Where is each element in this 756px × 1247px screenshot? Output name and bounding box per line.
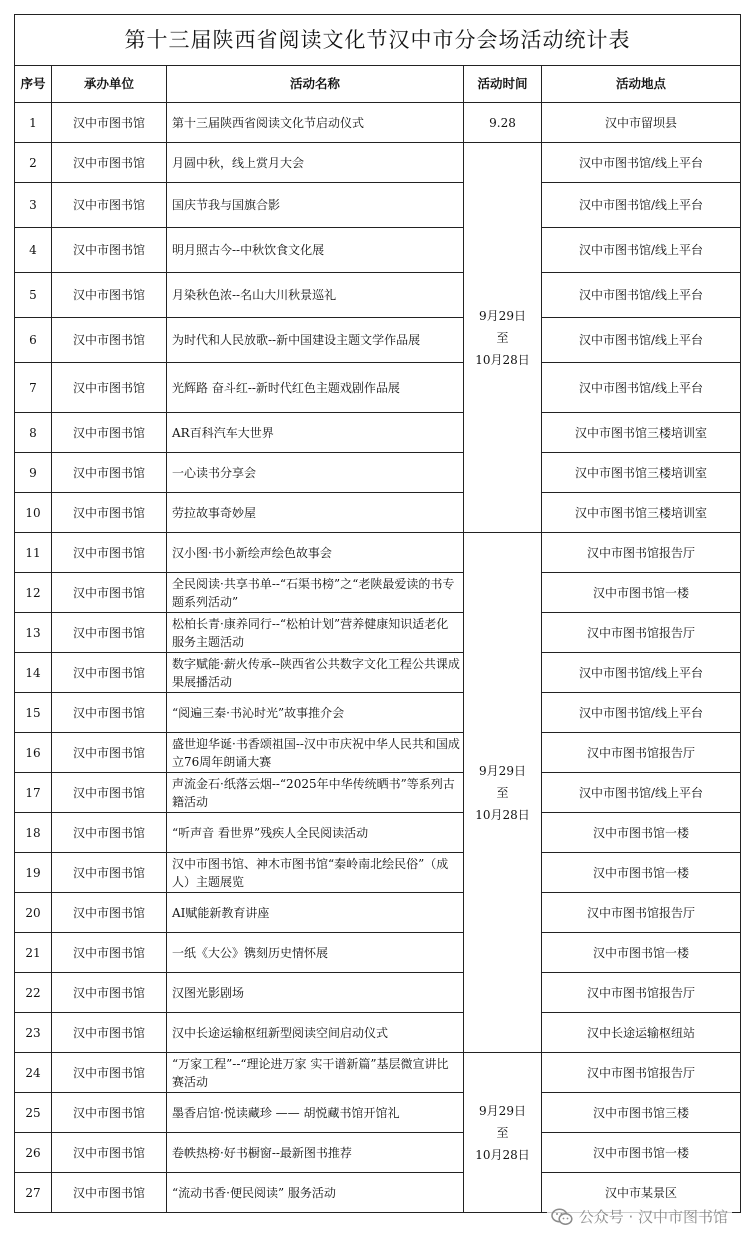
row-place: 汉中市某景区 — [542, 1173, 741, 1213]
row-place: 汉中市图书馆报告厅 — [542, 893, 741, 933]
date-range-cell — [464, 143, 542, 533]
wechat-icon — [551, 1208, 573, 1226]
row-time: 9.28 — [464, 103, 542, 143]
header-no: 序号 — [15, 66, 52, 103]
date-range-mid: 至 — [496, 330, 509, 345]
row-number: 19 — [15, 853, 52, 893]
row-place: 汉中市图书馆三楼培训室 — [542, 413, 741, 453]
table-row — [15, 228, 741, 273]
row-place: 汉中市图书馆报告厅 — [542, 973, 741, 1013]
date-range-to: 10月28日 — [475, 807, 530, 822]
row-place: 汉中市图书馆一楼 — [542, 573, 741, 613]
row-place: 汉中市图书馆三楼培训室 — [542, 453, 741, 493]
row-organizer: 汉中市图书馆 — [52, 183, 167, 228]
row-organizer: 汉中市图书馆 — [52, 773, 167, 813]
date-range-from: 9月29日 — [479, 1103, 526, 1118]
wechat-watermark — [547, 1204, 732, 1229]
row-organizer: 汉中市图书馆 — [52, 273, 167, 318]
row-number: 18 — [15, 813, 52, 853]
row-number: 3 — [15, 183, 52, 228]
table-row — [15, 813, 741, 853]
row-number: 27 — [15, 1173, 52, 1213]
table-row — [15, 143, 741, 183]
row-activity-name: 汉中长途运输枢纽新型阅读空间启动仪式 — [167, 1013, 464, 1053]
row-place: 汉中市图书馆一楼 — [542, 853, 741, 893]
table-row — [15, 893, 741, 933]
row-organizer: 汉中市图书馆 — [52, 103, 167, 143]
row-place: 汉中市图书馆报告厅 — [542, 533, 741, 573]
row-activity-name: 盛世迎华诞·书香颂祖国--汉中市庆祝中华人民共和国成立76周年朗诵大赛 — [167, 733, 464, 773]
row-place: 汉中市图书馆一楼 — [542, 933, 741, 973]
row-number: 13 — [15, 613, 52, 653]
table-row — [15, 453, 741, 493]
row-number: 8 — [15, 413, 52, 453]
table-row — [15, 613, 741, 653]
row-organizer: 汉中市图书馆 — [52, 853, 167, 893]
table-row — [15, 973, 741, 1013]
date-range-from: 9月29日 — [479, 308, 526, 323]
row-activity-name: “阅遍三秦·书沁时光”故事推介会 — [167, 693, 464, 733]
row-activity-name: 第十三届陕西省阅读文化节启动仪式 — [167, 103, 464, 143]
row-number: 26 — [15, 1133, 52, 1173]
table-title: 第十三届陕西省阅读文化节汉中市分会场活动统计表 — [15, 15, 741, 66]
table-row — [15, 1013, 741, 1053]
row-activity-name: “万家工程”--“理论进万家 实干谱新篇”基层微宣讲比赛活动 — [167, 1053, 464, 1093]
row-organizer: 汉中市图书馆 — [52, 1133, 167, 1173]
row-place: 汉中长途运输枢纽站 — [542, 1013, 741, 1053]
date-range-to: 10月28日 — [475, 352, 530, 367]
date-range-to: 10月28日 — [475, 1147, 530, 1162]
table-row — [15, 853, 741, 893]
header-place: 活动地点 — [542, 66, 741, 103]
row-activity-name: 国庆节我与国旗合影 — [167, 183, 464, 228]
table-row — [15, 573, 741, 613]
row-place: 汉中市图书馆/线上平台 — [542, 143, 741, 183]
row-organizer: 汉中市图书馆 — [52, 143, 167, 183]
row-organizer: 汉中市图书馆 — [52, 893, 167, 933]
row-activity-name: 为时代和人民放歌--新中国建设主题文学作品展 — [167, 318, 464, 363]
row-organizer: 汉中市图书馆 — [52, 533, 167, 573]
row-organizer: 汉中市图书馆 — [52, 318, 167, 363]
row-organizer: 汉中市图书馆 — [52, 973, 167, 1013]
row-number: 5 — [15, 273, 52, 318]
row-activity-name: 墨香启馆·悦读藏珍 —— 胡悦藏书馆开馆礼 — [167, 1093, 464, 1133]
row-place: 汉中市图书馆报告厅 — [542, 733, 741, 773]
row-organizer: 汉中市图书馆 — [52, 813, 167, 853]
row-activity-name: 声流金石·纸落云烟--“2025年中华传统晒书”等系列古籍活动 — [167, 773, 464, 813]
row-place: 汉中市图书馆/线上平台 — [542, 693, 741, 733]
row-number: 16 — [15, 733, 52, 773]
activity-table — [14, 14, 741, 1213]
row-place: 汉中市图书馆/线上平台 — [542, 363, 741, 413]
table-row — [15, 318, 741, 363]
row-number: 25 — [15, 1093, 52, 1133]
header-name: 活动名称 — [167, 66, 464, 103]
row-activity-name: 月圆中秋，线上赏月大会 — [167, 143, 464, 183]
row-number: 22 — [15, 973, 52, 1013]
row-number: 10 — [15, 493, 52, 533]
row-number: 15 — [15, 693, 52, 733]
table-row — [15, 533, 741, 573]
row-organizer: 汉中市图书馆 — [52, 653, 167, 693]
row-activity-name: 汉小图·书小新绘声绘色故事会 — [167, 533, 464, 573]
table-row — [15, 363, 741, 413]
row-organizer: 汉中市图书馆 — [52, 363, 167, 413]
row-number: 9 — [15, 453, 52, 493]
row-activity-name: 全民阅读·共享书单--“石渠书榜”之“老陕最爱读的书专题系列活动” — [167, 573, 464, 613]
row-organizer: 汉中市图书馆 — [52, 413, 167, 453]
row-activity-name: 数字赋能·薪火传承--陕西省公共数字文化工程公共课成果展播活动 — [167, 653, 464, 693]
table-row — [15, 413, 741, 453]
table-row — [15, 653, 741, 693]
row-number: 4 — [15, 228, 52, 273]
row-activity-name: “流动书香·便民阅读” 服务活动 — [167, 1173, 464, 1213]
row-place: 汉中市图书馆一楼 — [542, 813, 741, 853]
row-organizer: 汉中市图书馆 — [52, 613, 167, 653]
watermark-text: 公众号 · 汉中市图书馆 — [578, 1208, 728, 1226]
table-row — [15, 1133, 741, 1173]
row-activity-name: 劳拉故事奇妙屋 — [167, 493, 464, 533]
stats-sheet — [14, 14, 740, 1213]
row-number: 17 — [15, 773, 52, 813]
row-number: 6 — [15, 318, 52, 363]
row-place: 汉中市图书馆报告厅 — [542, 613, 741, 653]
row-activity-name: 一心读书分享会 — [167, 453, 464, 493]
date-range-mid: 至 — [496, 1125, 509, 1140]
row-place: 汉中市图书馆报告厅 — [542, 1053, 741, 1093]
date-range-mid: 至 — [496, 785, 509, 800]
table-row — [15, 183, 741, 228]
date-range-from: 9月29日 — [479, 763, 526, 778]
table-row — [15, 273, 741, 318]
row-number: 12 — [15, 573, 52, 613]
row-activity-name: 月染秋色浓--名山大川秋景巡礼 — [167, 273, 464, 318]
row-place: 汉中市图书馆/线上平台 — [542, 273, 741, 318]
row-activity-name: 明月照古今--中秋饮食文化展 — [167, 228, 464, 273]
date-range-cell — [464, 533, 542, 1053]
row-number: 21 — [15, 933, 52, 973]
table-row — [15, 693, 741, 733]
table-row — [15, 773, 741, 813]
table-row — [15, 103, 741, 143]
row-place: 汉中市图书馆三楼培训室 — [542, 493, 741, 533]
table-row — [15, 1053, 741, 1093]
row-place: 汉中市留坝县 — [542, 103, 741, 143]
row-activity-name: 一纸《大公》镌刻历史情怀展 — [167, 933, 464, 973]
row-number: 23 — [15, 1013, 52, 1053]
table-row — [15, 733, 741, 773]
row-place: 汉中市图书馆三楼 — [542, 1093, 741, 1133]
row-number: 24 — [15, 1053, 52, 1093]
date-range-cell — [464, 1053, 542, 1213]
table-row — [15, 933, 741, 973]
row-organizer: 汉中市图书馆 — [52, 1013, 167, 1053]
row-organizer: 汉中市图书馆 — [52, 933, 167, 973]
row-activity-name: 光辉路 奋斗红--新时代红色主题戏剧作品展 — [167, 363, 464, 413]
row-activity-name: 汉图光影剧场 — [167, 973, 464, 1013]
row-organizer: 汉中市图书馆 — [52, 493, 167, 533]
row-number: 1 — [15, 103, 52, 143]
row-place: 汉中市图书馆/线上平台 — [542, 318, 741, 363]
row-organizer: 汉中市图书馆 — [52, 573, 167, 613]
row-number: 7 — [15, 363, 52, 413]
table-row — [15, 1093, 741, 1133]
row-number: 2 — [15, 143, 52, 183]
row-place: 汉中市图书馆一楼 — [542, 1133, 741, 1173]
table-row — [15, 493, 741, 533]
header-org: 承办单位 — [52, 66, 167, 103]
row-number: 11 — [15, 533, 52, 573]
row-place: 汉中市图书馆/线上平台 — [542, 653, 741, 693]
row-place: 汉中市图书馆/线上平台 — [542, 183, 741, 228]
row-place: 汉中市图书馆/线上平台 — [542, 773, 741, 813]
row-organizer: 汉中市图书馆 — [52, 228, 167, 273]
row-organizer: 汉中市图书馆 — [52, 1053, 167, 1093]
row-organizer: 汉中市图书馆 — [52, 693, 167, 733]
row-place: 汉中市图书馆/线上平台 — [542, 228, 741, 273]
row-activity-name: 卷帙热榜·好书橱窗--最新图书推荐 — [167, 1133, 464, 1173]
row-activity-name: 松柏长青·康养同行--“松柏计划”营养健康知识适老化服务主题活动 — [167, 613, 464, 653]
row-activity-name: “听声音 看世界”残疾人全民阅读活动 — [167, 813, 464, 853]
row-organizer: 汉中市图书馆 — [52, 733, 167, 773]
row-activity-name: 汉中市图书馆、神木市图书馆“秦岭南北绘民俗”（成人）主题展览 — [167, 853, 464, 893]
row-number: 14 — [15, 653, 52, 693]
row-organizer: 汉中市图书馆 — [52, 453, 167, 493]
row-organizer: 汉中市图书馆 — [52, 1093, 167, 1133]
header-time: 活动时间 — [464, 66, 542, 103]
row-organizer: 汉中市图书馆 — [52, 1173, 167, 1213]
row-activity-name: AI赋能新教育讲座 — [167, 893, 464, 933]
row-activity-name: AR百科汽车大世界 — [167, 413, 464, 453]
row-number: 20 — [15, 893, 52, 933]
